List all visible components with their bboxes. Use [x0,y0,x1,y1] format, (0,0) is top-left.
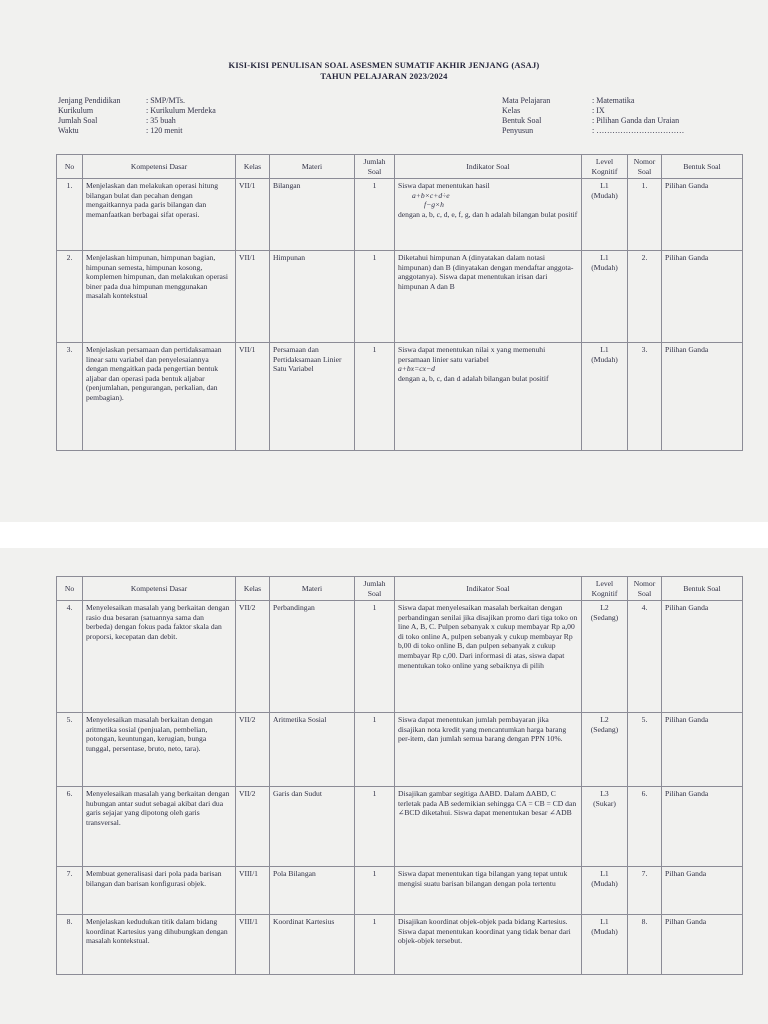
table-row [57,867,743,915]
cell-indikator: Disajikan gambar segitiga ΔABD. Dalam ΔABD, C terletak pada AB sedemikian sehingga CA = CB = CD dan ∠BCD diketahui. Siswa dapat menentukan besar ∠ADB [395,787,582,867]
formula: a+bx=cx−d [398,364,435,374]
col-header-kd: Kompetensi Dasar [83,577,236,601]
cell-nomor: 4. [628,601,662,713]
cell-kd: Menjelaskan kedudukan titik dalam bidang koordinat Kartesius yang dihubungkan dengan masalah kontekstual. [83,915,236,975]
cell-kelas: VII/2 [236,713,270,787]
meta-row: Jenjang Pendidikan : SMP/MTs. [58,96,186,105]
cell-kelas: VII/2 [236,787,270,867]
indikator-text: dengan a, b, c, dan d adalah bilangan bulat positif [398,373,549,383]
cell-indikator: Siswa dapat menyelesaikan masalah berkaitan dengan perbandingan senilai jika disajikan promo dari tiga toko on line A, B, C. Pulpen sebanyak x cukup membayar Rp a,00 di toko online A, pulpen sebanyak y cukup membayar Rp b,00 di toko online B, dan pulpen sebanyak z cukup membayar Rp c,00. Dari informasi di atas, siswa dapat menentukan toko online yang sebaiknya di pilih [395,601,582,713]
meta-row: Kelas : IX [502,106,605,115]
col-header-indikator: Indikator Soal [395,155,582,179]
cell-nomor: 5. [628,713,662,787]
cell-level: L2 (Sedang) [582,601,628,713]
indikator-text: Siswa dapat menentukan hasil [398,181,490,190]
cell-level: L3 (Sukar) [582,787,628,867]
cell-no: 3. [57,343,83,451]
col-header-indikator: Indikator Soal [395,577,582,601]
cell-kelas: VII/1 [236,343,270,451]
table-row [57,343,743,451]
cell-kelas: VII/1 [236,251,270,343]
formula-denominator: f−g×h [424,200,444,210]
page-gap [0,522,768,548]
cell-kelas: VIII/1 [236,915,270,975]
cell-no: 4. [57,601,83,713]
table-row [57,713,743,787]
col-header-kd: Kompetensi Dasar [83,155,236,179]
meta-row: Jumlah Soal : 35 buah [58,116,176,125]
meta-row: Waktu : 120 menit [58,126,183,135]
cell-jumlah: 1 [355,251,395,343]
col-header-bentuk: Bentuk Soal [662,155,743,179]
col-header-bentuk: Bentuk Soal [662,577,743,601]
cell-jumlah: 1 [355,601,395,713]
cell-level: L1 (Mudah) [582,867,628,915]
cell-materi: Aritmetika Sosial [270,713,355,787]
cell-kd: Menjelaskan persamaan dan pertidaksamaan linear satu variabel dan penyelesaiannya dengan mengaitkan pada pengertian bentuk aljabar dan operasi pada bentuk aljabar (penjumlahan, pengurangan, perkalian, dan pembagian). [83,343,236,451]
cell-jumlah: 1 [355,179,395,251]
col-header-materi: Materi [270,155,355,179]
cell-bentuk: Pilihan Ganda [662,251,743,343]
cell-bentuk: Pilihan Ganda [662,787,743,867]
cell-bentuk: Pilihan Ganda [662,179,743,251]
cell-materi: Perbandingan [270,601,355,713]
table-row [57,915,743,975]
cell-bentuk: Pilihan Ganda [662,343,743,451]
col-header-nomor: Nomor Soal [628,155,662,179]
cell-jumlah: 1 [355,343,395,451]
cell-indikator: Siswa dapat menentukan tiga bilangan yang tepat untuk mengisi suatu barisan bilangan dengan pola tertentu [395,867,582,915]
kisi-table-page-2 [56,576,743,975]
cell-bentuk: Pilihan Ganda [662,713,743,787]
cell-level: L1 (Mudah) [582,343,628,451]
cell-no: 2. [57,251,83,343]
cell-level: L2 (Sedang) [582,713,628,787]
cell-materi: Bilangan [270,179,355,251]
cell-no: 6. [57,787,83,867]
indikator-text: Siswa dapat menentukan nilai x yang memenuhi persamaan linier satu variabel [398,345,546,364]
col-header-kelas: Kelas [236,577,270,601]
cell-jumlah: 1 [355,915,395,975]
cell-nomor: 7. [628,867,662,915]
cell-kd: Membuat generalisasi dari pola pada barisan bilangan dan barisan konfigurasi objek. [83,867,236,915]
cell-level: L1 (Mudah) [582,179,628,251]
col-header-jumlah: Jumlah Soal [355,155,395,179]
cell-level: L1 (Mudah) [582,915,628,975]
col-header-jumlah: Jumlah Soal [355,577,395,601]
kisi-table-page-1 [56,154,743,451]
cell-indikator: Disajikan koordinat objek-objek pada bidang Kartesius. Siswa dapat menentukan koordinat yang tidak benar dari objek-objek tersebut. [395,915,582,975]
cell-indikator: Siswa dapat menentukan jumlah pembayaran jika disajikan nota kredit yang mencantumkan harga barang per-item, dan jumlah semua barang dengan PPN 10%. [395,713,582,787]
cell-bentuk: Pilhan Ganda [662,915,743,975]
document-page-2 [0,548,768,1024]
document-title: KISI-KISI PENULISAN SOAL ASESMEN SUMATIF AKHIR JENJANG (ASAJ) [228,60,540,70]
meta-row: Bentuk Soal : Pilihan Ganda dan Uraian [502,116,680,125]
table-row [57,179,743,251]
cell-nomor: 1. [628,179,662,251]
cell-kelas: VIII/1 [236,867,270,915]
cell-kd: Menjelaskan himpunan, himpunan bagian, himpunan semesta, himpunan kosong, komplemen himpunan, dan melakukan operasi biner pada dua himpunan menggunakan masalah kontekstual [83,251,236,343]
cell-nomor: 8. [628,915,662,975]
cell-kd: Menyelesaikan masalah berkaitan dengan aritmetika sosial (penjualan, pembelian, potongan, keuntungan, kerugian, bunga tunggal, persentase, bruto, neto, tara). [83,713,236,787]
col-header-nomor: Nomor Soal [628,577,662,601]
cell-indikator: Diketahui himpunan A (dinyatakan dalam notasi himpunan) dan B (dinyatakan dengan mendaftar anggota-anggotanya). Siswa dapat menentukan irisan dari himpunan A dan B [395,251,582,343]
meta-right [502,96,684,136]
table-row [57,601,743,713]
col-header-no: No [57,155,83,179]
col-header-materi: Materi [270,577,355,601]
cell-materi: Persamaan dan Pertidaksamaan Linier Satu Variabel [270,343,355,451]
cell-no: 8. [57,915,83,975]
table-row [57,787,743,867]
formula-numerator: a+b×c+d÷e [412,190,450,200]
cell-kd: Menjelaskan dan melakukan operasi hitung bilangan bulat dan pecahan dengan mengaitkannya pada garis bilangan dan memanfaatkan berbagai sifat operasi. [83,179,236,251]
cell-bentuk: Pilhan Ganda [662,867,743,915]
cell-nomor: 2. [628,251,662,343]
cell-no: 1. [57,179,83,251]
cell-nomor: 3. [628,343,662,451]
document-subtitle: TAHUN PELAJARAN 2023/2024 [320,71,448,81]
cell-materi: Koordinat Kartesius [270,915,355,975]
col-header-level: Level Kognitif [582,577,628,601]
cell-materi: Pola Bilangan [270,867,355,915]
cell-no: 7. [57,867,83,915]
cell-jumlah: 1 [355,713,395,787]
cell-materi: Garis dan Sudut [270,787,355,867]
cell-kelas: VII/1 [236,179,270,251]
col-header-no: No [57,577,83,601]
meta-row: Penyusun : …………………………… [502,126,685,135]
cell-jumlah: 1 [355,867,395,915]
indikator-text: dengan a, b, c, d, e, f, g, dan h adalah bilangan bulat positif [398,209,578,219]
cell-indikator [395,179,582,251]
table-row [57,251,743,343]
table-header-row [57,577,743,601]
cell-kd: Menyelesaikan masalah yang berkaitan dengan rasio dua besaran (satuannya sama dan berbeda) dengan fokus pada faktor skala dan proporsi, kecepatan dan debit. [83,601,236,713]
meta-row: Kurikulum : Kurikulum Merdeka [58,106,216,115]
col-header-kelas: Kelas [236,155,270,179]
meta-row: Mata Pelajaran : Matematika [502,96,635,105]
cell-materi: Himpunan [270,251,355,343]
cell-nomor: 6. [628,787,662,867]
table-header-row [57,155,743,179]
cell-bentuk: Pilihan Ganda [662,601,743,713]
col-header-level: Level Kognitif [582,155,628,179]
meta-left [58,96,216,136]
cell-level: L1 (Mudah) [582,251,628,343]
cell-kelas: VII/2 [236,601,270,713]
cell-kd: Menyelesaikan masalah yang berkaitan dengan hubungan antar sudut sebagai akibat dari dua garis sejajar yang dipotong oleh garis transversal. [83,787,236,867]
cell-no: 5. [57,713,83,787]
cell-indikator [395,343,582,451]
cell-jumlah: 1 [355,787,395,867]
